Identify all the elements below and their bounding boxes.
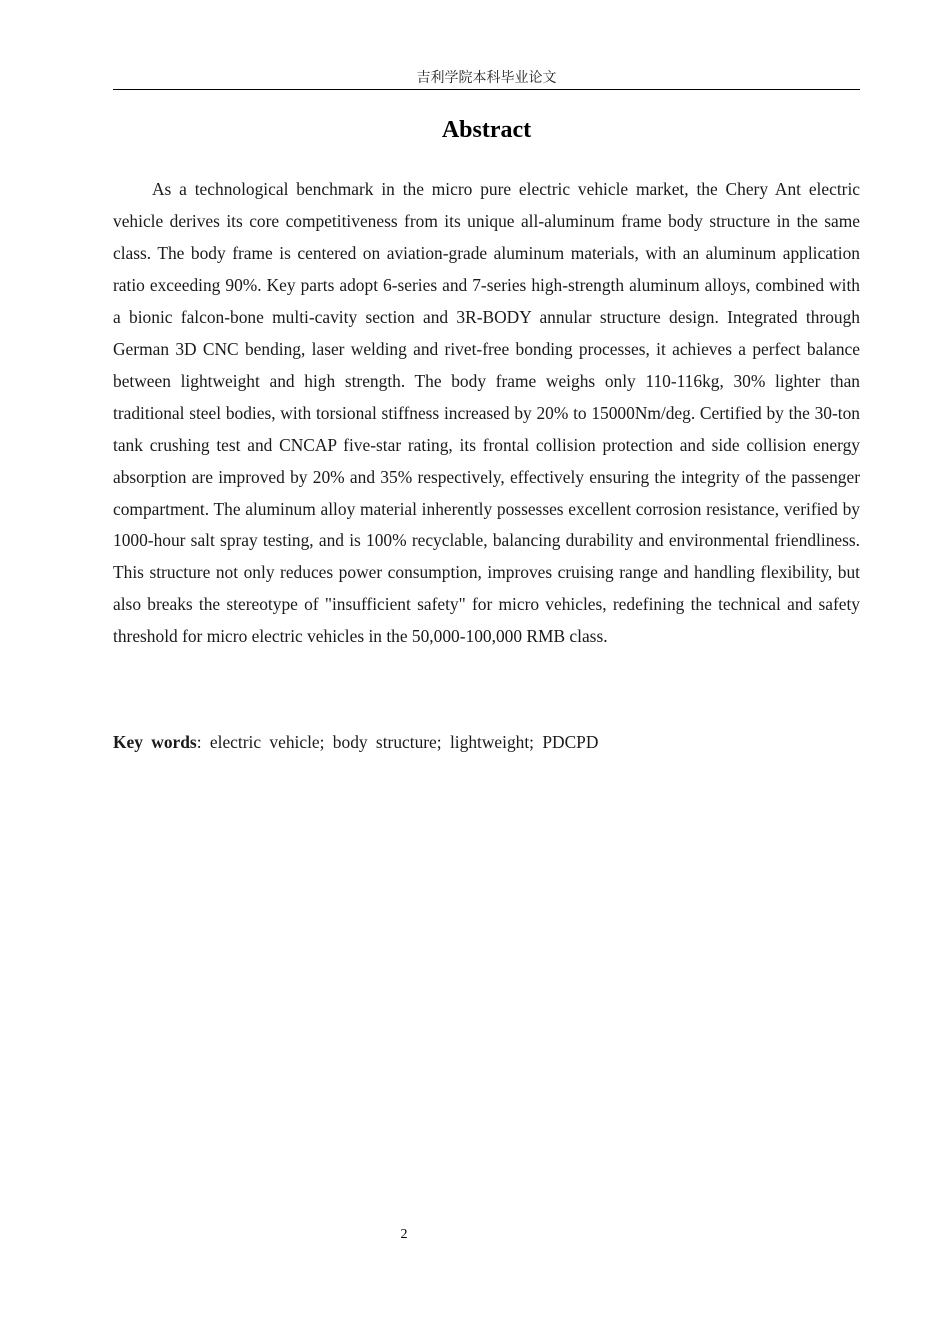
abstract-body: As a technological benchmark in the micro pure electric vehicle market, the Chery Ant electric vehicle derives its core competitiveness from its unique all-aluminum frame body structure in the same class. The body frame is centered on aviation-grade aluminum materials, with an aluminum application ratio exceeding 90%. Key parts adopt 6-series and 7-series high-strength aluminum alloys, combined with a bionic falcon-bone multi-cavity section and 3R-BODY annular structure design. Integrated through German 3D CNC bending, laser welding and rivet-free bonding processes, it achieves a perfect balance between lightweight and high strength. The body frame weighs only 110-116kg, 30% lighter than traditional steel bodies, with torsional stiffness increased by 20% to 15000Nm/deg. Certified by the 30-ton tank crushing test and CNCAP five-star rating, its frontal collision protection and side collision energy absorption are improved by 20% and 35% respectively, effectively ensuring the integrity of the passenger compartment. The aluminum alloy material inherently possesses excellent corrosion resistance, verified by 1000-hour salt spray testing, and is 100% recyclable, balancing durability and environmental friendliness. This structure not only reduces power consumption, improves cruising range and handling flexibility, but also breaks the stereotype of "insufficient safety" for micro vehicles, redefining the technical and safety threshold for micro electric vehicles in the 50,000-100,000 RMB class. (113, 179, 860, 647)
running-header: 吉利学院本科毕业论文 (113, 68, 860, 90)
keywords-line (113, 727, 860, 757)
keywords-value: electric vehicle; body structure; lightweight; PDCPD (209, 732, 599, 752)
abstract-title: Abstract (441, 117, 532, 143)
keywords-label: Key words (113, 732, 197, 752)
page-number: 2 (400, 1227, 408, 1242)
keywords-separator: : (196, 732, 202, 752)
